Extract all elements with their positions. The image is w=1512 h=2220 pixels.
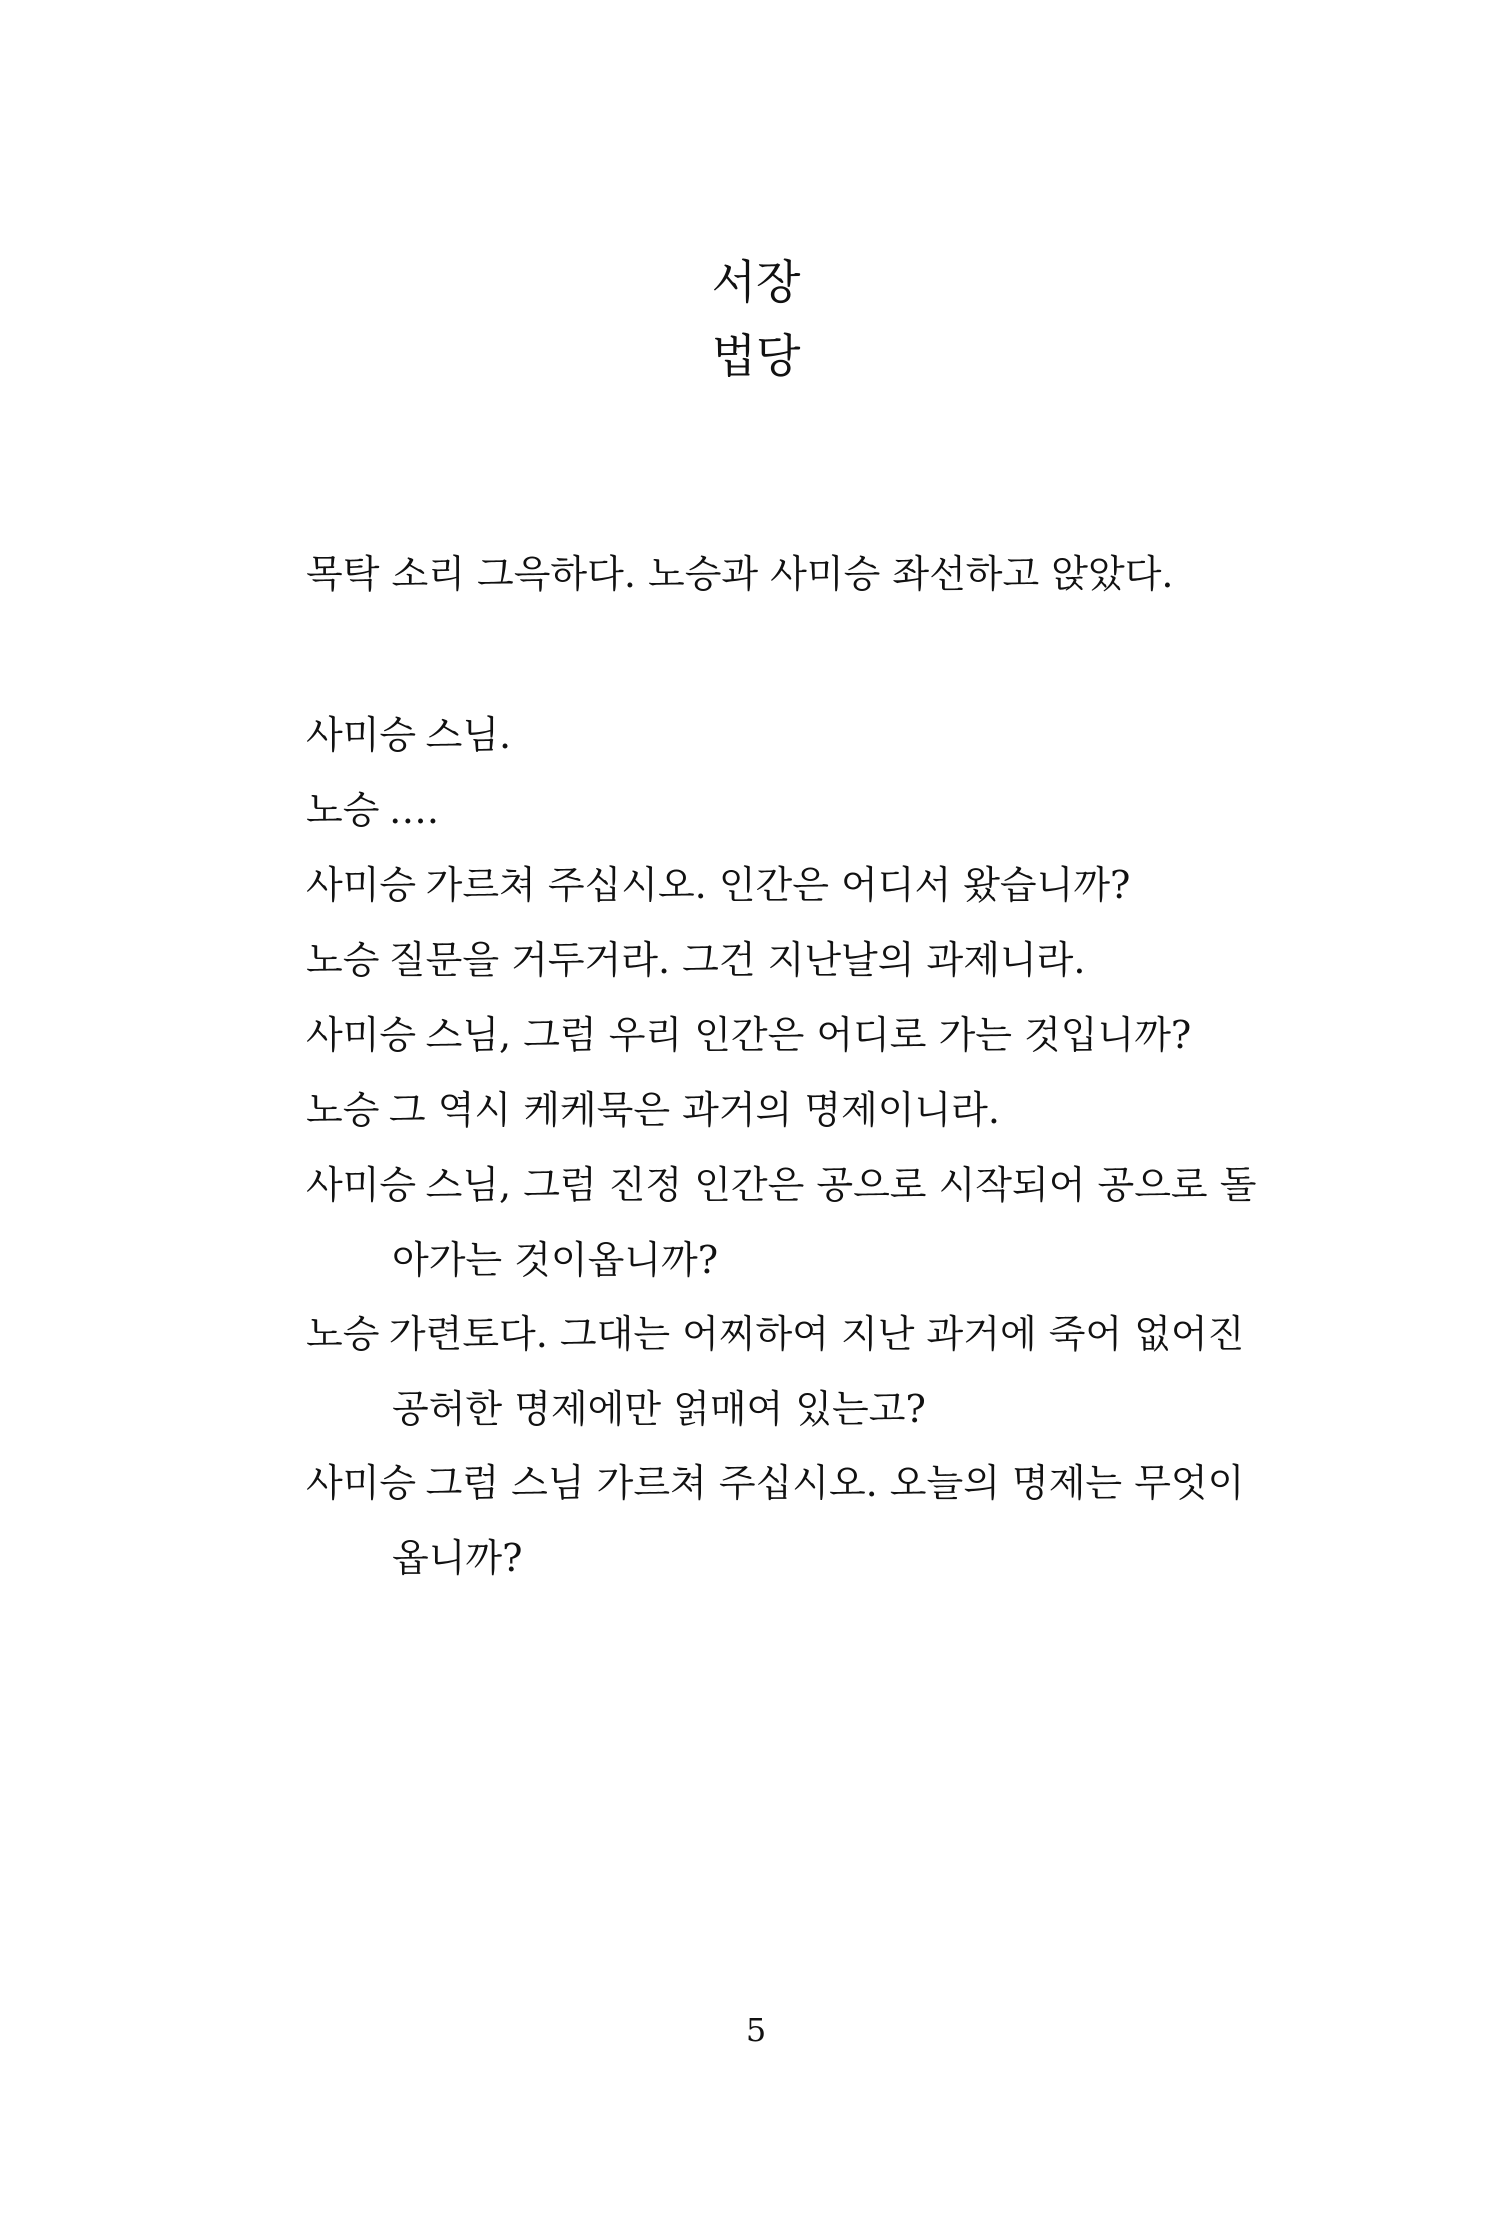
speech-text: 질문을 거두거라. 그건 지난날의 과제니라. — [388, 938, 1086, 982]
dialogue-line — [306, 698, 1246, 773]
speech-text: 그럼 스님 가르쳐 주십시오. 오늘의 명제는 무엇이 — [425, 1461, 1245, 1505]
chapter-title: 서장 — [711, 255, 801, 309]
dialogue-line — [306, 1073, 1246, 1148]
speaker-name: 사미승 — [306, 1163, 417, 1207]
dialogue-line — [306, 998, 1246, 1073]
speaker-name: 노승 — [306, 1088, 380, 1132]
speaker-name: 노승 — [306, 1312, 380, 1356]
speech-continuation: 아가는 것이옵니까? — [392, 1238, 719, 1282]
speech-text: 가르쳐 주십시오. 인간은 어디서 왔습니까? — [425, 863, 1131, 907]
speaker-name: 사미승 — [306, 1461, 417, 1505]
speaker-name: 사미승 — [306, 1013, 417, 1057]
speaker-name: 사미승 — [306, 713, 417, 757]
dialogue-line — [306, 773, 1246, 848]
stage-direction: 목탁 소리 그윽하다. 노승과 사미승 좌선하고 앉았다. — [306, 552, 1174, 596]
speech-text: 스님, 그럼 진정 인간은 공으로 시작되어 공으로 돌 — [425, 1163, 1257, 1207]
speech-continuation: 공허한 명제에만 얽매여 있는고? — [392, 1387, 926, 1431]
dialogue-line — [306, 1446, 1246, 1521]
dialogue-block — [306, 698, 1257, 1595]
speech-text: 스님, 그럼 우리 인간은 어디로 가는 것입니까? — [425, 1013, 1192, 1057]
speaker-name: 사미승 — [306, 863, 417, 907]
speech-continuation: 옵니까? — [392, 1536, 523, 1580]
speech-text: 가련토다. 그대는 어찌하여 지난 과거에 죽어 없어진 — [388, 1312, 1245, 1356]
scene-title: 법당 — [711, 329, 801, 383]
dialogue-line — [306, 1148, 1257, 1223]
dialogue-line — [306, 923, 1246, 998]
speaker-name: 노승 — [306, 938, 380, 982]
dialogue-line — [306, 848, 1246, 923]
speech-text: …. — [388, 788, 440, 832]
speech-text: 스님. — [425, 713, 512, 757]
page-number: 5 — [745, 2011, 767, 2049]
speech-text: 그 역시 케케묵은 과거의 명제이니라. — [388, 1088, 1000, 1132]
speaker-name: 노승 — [306, 788, 380, 832]
dialogue-line — [306, 1297, 1246, 1372]
